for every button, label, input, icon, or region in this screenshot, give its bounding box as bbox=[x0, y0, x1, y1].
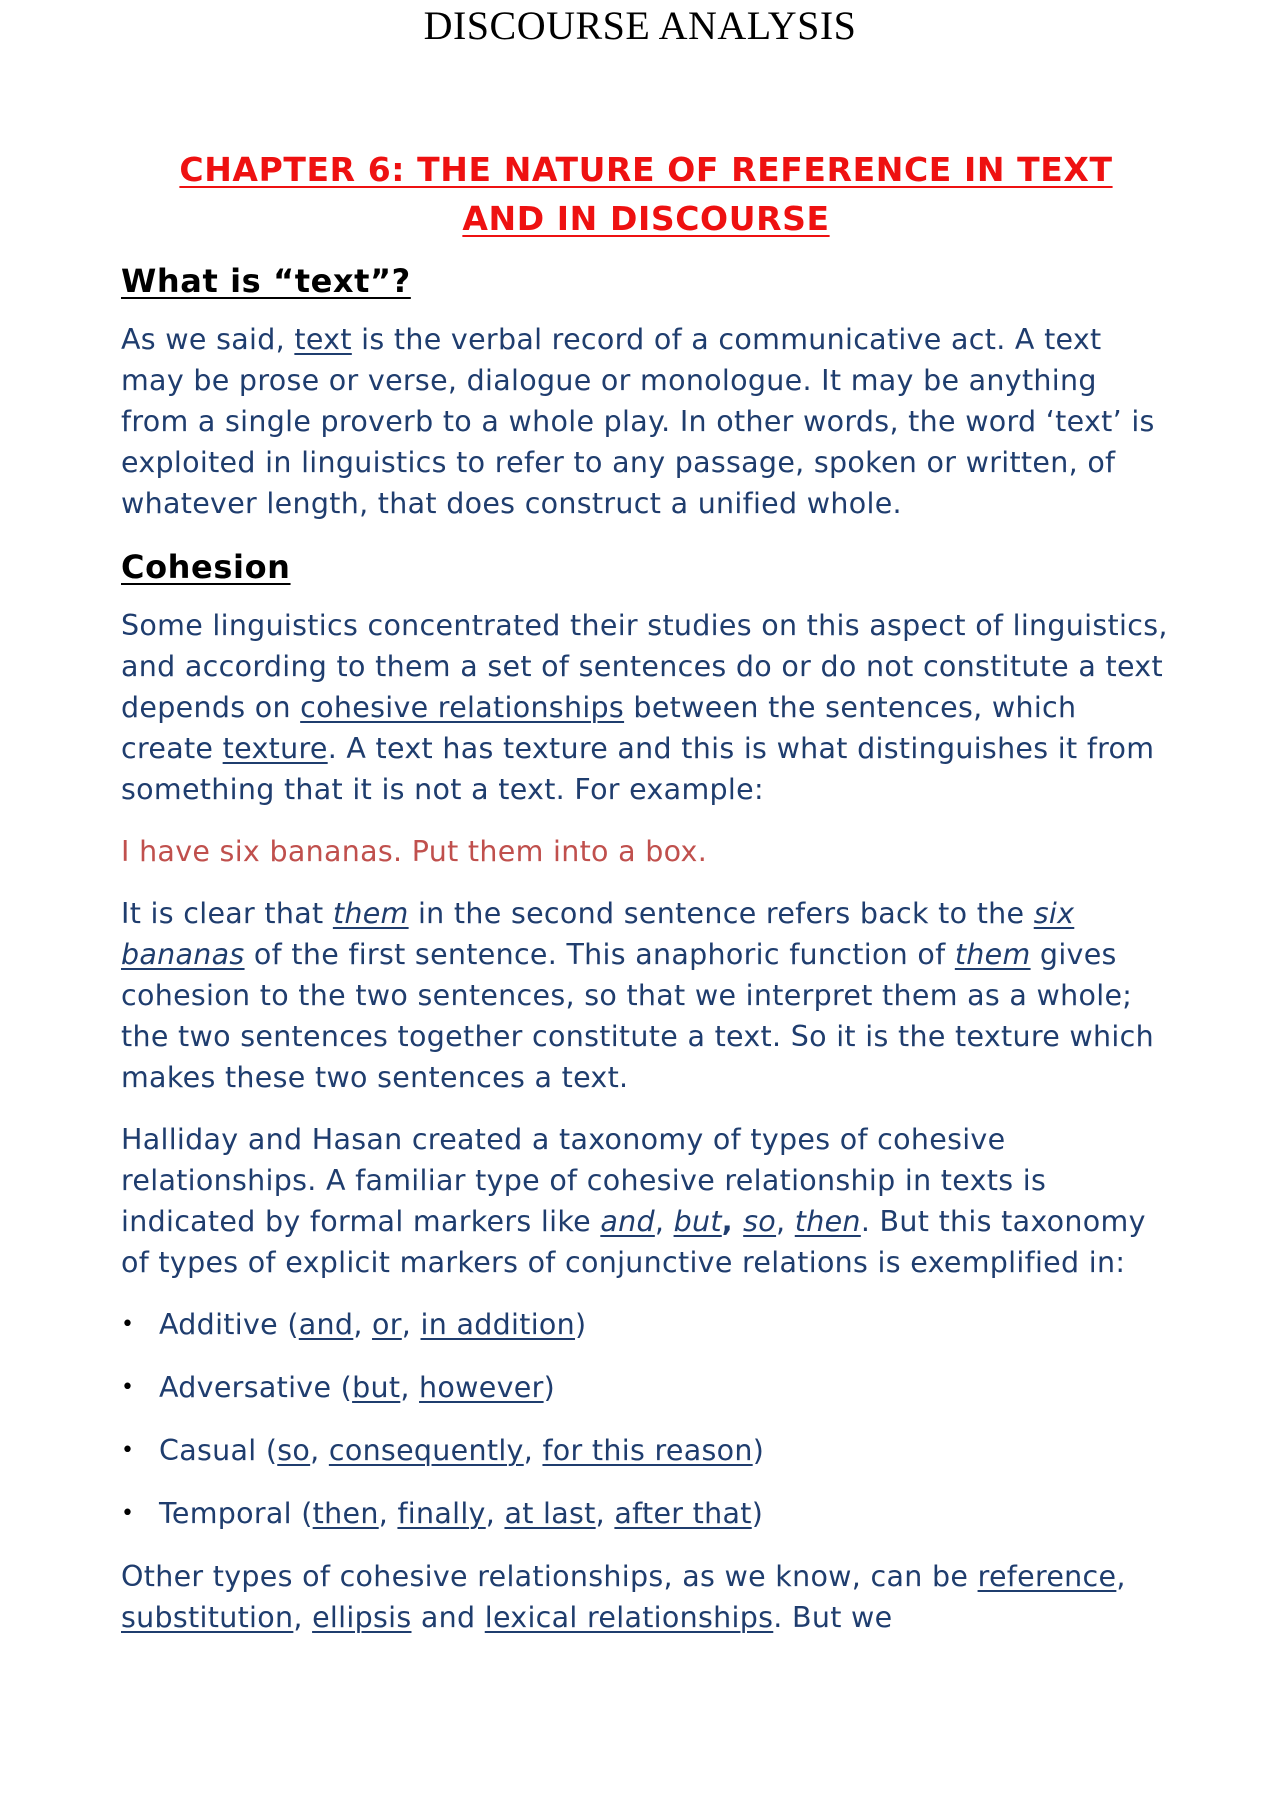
term-text: text bbox=[294, 323, 352, 356]
list-item-additive: • Additive (and, or, in addition) bbox=[121, 1304, 1171, 1345]
term-texture: texture bbox=[222, 732, 328, 765]
bullet-icon: • bbox=[121, 1312, 135, 1337]
list-item-casual: • Casual (so, consequently, for this reason) bbox=[121, 1430, 1171, 1471]
term-lexical-relationships: lexical relationships bbox=[484, 1601, 774, 1634]
section-heading-cohesion: Cohesion bbox=[121, 548, 291, 586]
term-six-bananas: six bananas bbox=[121, 897, 1075, 971]
bullet-icon: • bbox=[121, 1438, 135, 1463]
term-them: them bbox=[332, 897, 409, 930]
paragraph-other-types: Other types of cohesive relationships, as we know, can be reference, substitution, ellipsis and lexical relationships. But we bbox=[121, 1560, 1126, 1634]
marker-so: so bbox=[743, 1205, 777, 1238]
term-reference: reference bbox=[977, 1560, 1117, 1593]
marker-and: and bbox=[600, 1205, 655, 1238]
chapter-title-line-2: AND IN DISCOURSE bbox=[462, 199, 830, 238]
paragraph-anaphora: It is clear that them in the second sentence refers back to the six bananas of the first sentence. This anaphoric function of them gives cohesion to the two sentences, so that we interpret them as a whole; the two sentences together constitute a text. So it is the texture which makes these two sentences a text. bbox=[121, 897, 1154, 1094]
page-content bbox=[121, 145, 1171, 1659]
conjunction-list bbox=[121, 1304, 1171, 1534]
bullet-icon: • bbox=[121, 1501, 135, 1526]
running-header: DISCOURSE ANALYSIS bbox=[423, 3, 857, 48]
paragraph-taxonomy: Halliday and Hasan created a taxonomy of types of cohesive relationships. A familiar type of cohesive relationship in texts is indicated by formal markers like and, but, so, then. But this taxonomy of types of explicit markers of conjunctive relations is exemplified in: bbox=[121, 1123, 1146, 1279]
term-cohesive-relationships: cohesive relationships bbox=[300, 691, 625, 724]
term-substitution: substitution bbox=[121, 1601, 294, 1634]
bullet-icon: • bbox=[121, 1375, 135, 1400]
marker-then: then bbox=[794, 1205, 861, 1238]
example-sentence: I have six bananas. Put them into a box. bbox=[121, 835, 708, 868]
term-them-2: them bbox=[954, 938, 1031, 971]
section-heading-what-is-text: What is “text”? bbox=[121, 262, 411, 300]
paragraph-cohesion-intro: Some linguistics concentrated their studies on this aspect of linguistics, and according to them a set of sentences do or do not constitute a text depends on cohesive relationships between the sentences, which create texture. A text has texture and this is what distinguishes it from something that it is not a text. For example: bbox=[121, 609, 1168, 806]
chapter-title bbox=[121, 145, 1171, 243]
list-item-temporal: • Temporal (then, finally, at last, after that) bbox=[121, 1493, 1171, 1534]
marker-but: but bbox=[673, 1205, 722, 1238]
paragraph-text-definition: As we said, text is the verbal record of a communicative act. A text may be prose or verse, dialogue or monologue. It may be anything from a single proverb to a whole play. In other words, the word ‘text’ is exploited in linguistics to refer to any passage, spoken or written, of whatever length, that does construct a unified whole. bbox=[121, 323, 1155, 520]
term-ellipsis: ellipsis bbox=[312, 1601, 412, 1634]
chapter-title-line-1: CHAPTER 6: THE NATURE OF REFERENCE IN TEXT bbox=[179, 150, 1113, 189]
list-item-adversative: • Adversative (but, however) bbox=[121, 1367, 1171, 1408]
